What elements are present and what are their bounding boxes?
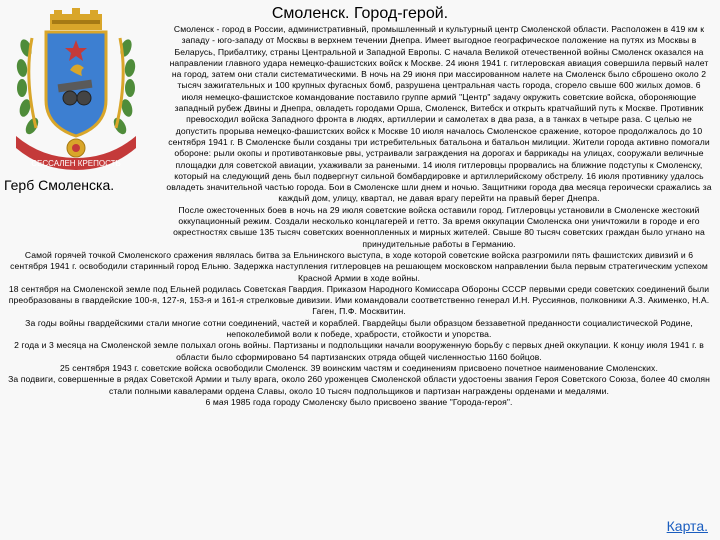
- paragraph: За годы войны гвардейскими стали многие сотни соединений, частей и кораблей. Гвардейцы были образцом беззаветной преданности социалистической Родине, непоколебимой воли к победе, храбрости, стойкости и упорства.: [25, 317, 693, 340]
- paragraph: Самой горячей точкой Смоленского сражения являлась битва за Ельнинского выступа, в ходе которой советские войска разгромили пять фашистских дивизий и 6 сентября 1941 г. освободили старинный город Ельню. Задержка наступления гитлеровцев на решающем московском направлении была первым стратегическим успехом Красной Армии в ходе войны.: [10, 249, 708, 283]
- page-title: Смоленск. Город-герой.: [271, 5, 449, 22]
- paragraph: За подвиги, совершенные в рядах Советской Армии и тылу врага, около 260 уроженцев Смоленской области удостоены звания Героя Советского Союза, более 40 смолян стали полными кавалерами ордена Славы, около 10 тысяч подпольщиков и партизан награждены орденами и медалями.: [8, 374, 710, 396]
- paragraph: Смоленск - город в России, административный, промышленный и культурный центр Смоленской области. Расположен в 419 км к западу - юго-западу от Москвы в верхнем течении Днепра. Имеет выгодное географическое положение на путях из Москвы в Беларусь, Прибалтику, страны Центральной и Западной Европы. С начала Великой отечественной войны Смоленск оказался на направлении главного удара немецко-фашистских войск к Москве. 24 июня 1941 г. гитлеровская авиация совершила первый налет на город, затем они стали систематическими. В ночь на 29 июня при массированном налете на Смоленск было сброшено около 2 тысяч зажигательных и 100 крупных фугасных бомб, разрушена центральная часть города, сгорело свыше 600 жилых домов. 6 июля немецко-фашистское командование поставило группе армий "Центр" задачу окружить советские войска, обороняющие западный рубеж Двины и Днепра, овладеть городами Орша, Смоленск, Витебск и открыть кратчайший путь к Москве. Противник превосходил войска Западного фронта в людях, артиллерии и самолетах в два раза, а в танках в четыре раза. С целью не допустить прорыва немецко-фашистских войск к Москве 10 июля началось Смоленское сражение, которое продолжалось до 10 сентября 1941 г. В Смоленске были созданы три истребительных батальона и батальон милиции. Жители города активно помогали обороне: рыли окопы и противотанковые рвы, устраивали заграждения на дорогах и баррикады на улицах, сооружали величные площадки для советской авиации, ухаживали за ранеными. 14 июля гитлеровцы прорвались на ближние подступы к Смоленску, который на следующий день был подвергнут сильной бомбардировке и артиллерийскому обстрелу. 16 июля противнику удалось овладеть значительной частью города. Бои в Смоленске шли днем и ночью. Защитники города два месяца героически сражались за каждый дом, улицу, квартал, не давая врагу перейти на правый берег Днепра.: [166, 24, 712, 204]
- map-link[interactable]: Карта.: [666, 518, 708, 534]
- emblem-caption: Герб Смоленска.: [4, 177, 115, 193]
- paragraph: После ожесточенных боев в ночь на 29 июля советские войска оставили город. Гитлеровцы установили в Смоленске жестокий оккупационный режим. Создали несколько концлагерей и гетто. За время оккупации Смоленска они уничтожили в городе и его окрестностях свыше 135 тысяч советских военнопленных и мирных жителей. Свыше 80 тысяч советских граждан было угнано на принудительные работы в Германию.: [173, 204, 705, 249]
- paragraph: 2 года и 3 месяца на Смоленской земле полыхал огонь войны. Партизаны и подпольщики начали вооруженную борьбу с первых дней оккупации. К концу июля 1941 г. в области было сформировано 54 партизанских отряда общей численностью 1160 бойцов.: [14, 340, 704, 362]
- ribbon-text: СЕССАЛЕН КРЕПОСТЬ: [31, 159, 121, 168]
- paragraph: 25 сентября 1943 г. советские войска освободили Смоленск. 39 воинским частям и соединениям присвоено почетное наименование Смоленских.: [60, 362, 658, 373]
- paragraph: 18 сентября на Смоленской земле под Ельней родилась Советская Гвардия. Приказом Народного Комиссара Обороны СССР первыми среди советских соединений были преобразованы в гвардейские 100-я, 127-я, 153-я и 161-я стрелковые дивизии. Ими командовали соответственно генерал И.Н. Руссиянов, полковники А.З. Акименко, Н.А. Гаген, П.Ф. Москвитин.: [8, 283, 710, 317]
- paragraph: 6 мая 1985 года городу Смоленску было присвоено звание "Города-героя".: [205, 396, 513, 407]
- main-text: [6, 24, 712, 408]
